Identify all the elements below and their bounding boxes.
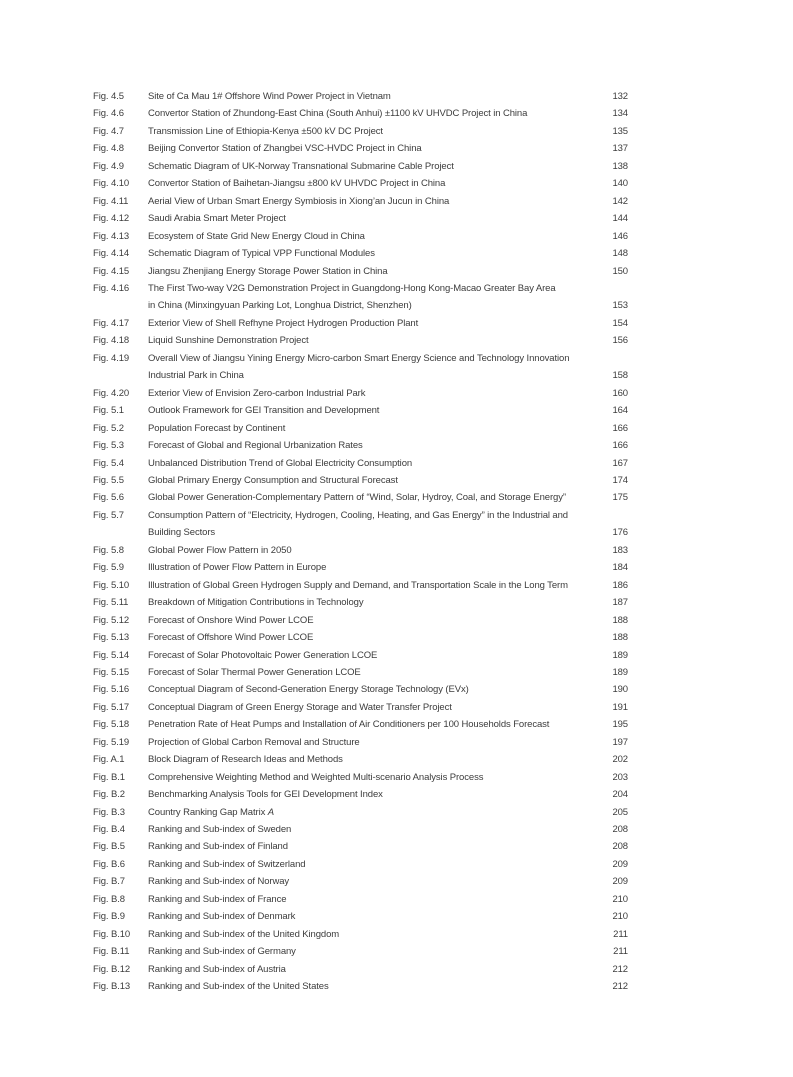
figure-title (148, 332, 594, 349)
page-number: 164 (612, 405, 628, 417)
page-number: 146 (612, 230, 628, 242)
figure-title (148, 821, 594, 838)
figure-title (148, 280, 594, 315)
figure-label: Fig. B.9 (93, 911, 125, 923)
figure-title-line: Ranking and Sub-index of Denmark (148, 911, 296, 923)
figure-row (93, 821, 628, 838)
page-number: 132 (612, 91, 628, 102)
figure-list (93, 88, 628, 996)
figure-label: Fig. B.3 (93, 806, 125, 818)
figure-label: Fig. 5.16 (93, 684, 130, 696)
figure-title (148, 943, 594, 960)
figure-row (93, 455, 628, 472)
figure-label: Fig. 5.11 (93, 597, 129, 609)
figure-label: Fig. 5.5 (93, 474, 124, 486)
figure-label: Fig. 4.18 (93, 335, 130, 347)
figure-title-line: Benchmarking Analysis Tools for GEI Development Index (148, 789, 383, 801)
figure-label: Fig. 4.12 (93, 213, 130, 225)
figure-label: Fig. 5.10 (93, 579, 130, 591)
figure-title (148, 489, 594, 506)
page-number: 186 (612, 579, 628, 591)
figure-title-line: Forecast of Global and Regional Urbanization Rates (148, 440, 363, 452)
page-number: 209 (612, 858, 628, 870)
figure-row (93, 978, 628, 995)
figure-row (93, 437, 628, 454)
page-number: 210 (612, 893, 628, 905)
figure-title-line: Aerial View of Urban Smart Energy Symbiosis in Xiong’an Jucun in China (148, 195, 450, 207)
figure-row (93, 856, 628, 873)
figure-title-line: Jiangsu Zhenjiang Energy Storage Power Station in China (148, 265, 388, 277)
figure-row (93, 891, 628, 908)
page-number: 195 (612, 719, 628, 731)
italic-symbol: A (267, 806, 275, 818)
figure-label: Fig. 5.18 (93, 719, 130, 731)
figure-label: Fig. B.2 (93, 789, 125, 801)
figure-title (148, 105, 594, 122)
figure-title (148, 716, 594, 733)
page-number: 156 (612, 335, 628, 347)
figure-title-line: Conceptual Diagram of Green Energy Storage and Water Transfer Project (148, 701, 452, 713)
figure-label: Fig. 4.8 (93, 143, 124, 155)
figure-title (148, 838, 594, 855)
figure-row (93, 123, 628, 140)
figure-title-line: Outlook Framework for GEI Transition and Development (148, 405, 380, 417)
figure-title-line: Ranking and Sub-index of Sweden (148, 824, 292, 836)
figure-title-line: Convertor Station of Baihetan-Jiangsu ±800 kV UHVDC Project in China (148, 178, 446, 190)
page-number: 202 (612, 754, 628, 766)
figure-title-line: Transmission Line of Ethiopia-Kenya ±500 kV DC Project (148, 125, 383, 137)
figure-label: Fig. 5.15 (93, 666, 130, 678)
figure-row (93, 193, 628, 210)
figure-title (148, 961, 594, 978)
figure-label: Fig. 5.1 (93, 405, 124, 417)
figure-title (148, 926, 594, 943)
figure-row (93, 804, 628, 821)
figure-row (93, 280, 628, 315)
figure-label: Fig. 4.14 (93, 248, 130, 260)
figure-title (148, 577, 594, 594)
figure-title (148, 158, 594, 175)
figure-title-line: Ranking and Sub-index of France (148, 893, 287, 905)
page-number: 142 (612, 195, 628, 207)
figure-row (93, 873, 628, 890)
figure-title-line: Site of Ca Mau 1# Offshore Wind Power Project in Vietnam (148, 91, 391, 102)
figure-title (148, 978, 594, 995)
figure-row (93, 838, 628, 855)
figure-title (148, 193, 594, 210)
figure-title-line: Penetration Rate of Heat Pumps and Installation of Air Conditioners per 100 Households Forecast (148, 719, 550, 731)
page-number: 176 (612, 527, 628, 539)
page-number: 203 (612, 771, 628, 783)
figure-title (148, 629, 594, 646)
figure-label: Fig. 4.6 (93, 108, 124, 120)
page-number: 134 (612, 108, 628, 120)
figure-row (93, 105, 628, 122)
figure-title-line: Industrial Park in China (148, 370, 244, 382)
figure-title-line: Exterior View of Envision Zero-carbon Industrial Park (148, 387, 366, 399)
figure-row (93, 647, 628, 664)
figure-row (93, 664, 628, 681)
page-number: 208 (612, 841, 628, 853)
figure-title (148, 140, 594, 157)
figure-title-line: Consumption Pattern of “Electricity, Hydrogen, Cooling, Heating, and Gas Energy” in the Industrial and (148, 509, 568, 521)
page-number: 189 (612, 666, 628, 678)
figure-title-line: Forecast of Solar Thermal Power Generation LCOE (148, 666, 361, 678)
figure-title (148, 542, 594, 559)
figure-title (148, 88, 594, 105)
page-number: 204 (612, 789, 628, 801)
figure-label: Fig. B.1 (93, 771, 125, 783)
figure-row (93, 210, 628, 227)
page-number: 188 (612, 632, 628, 644)
page-number: 153 (612, 300, 628, 312)
figure-title (148, 734, 594, 751)
figure-title-line: Ranking and Sub-index of Norway (148, 876, 290, 888)
page-number: 189 (612, 649, 628, 661)
figure-label: Fig. 5.9 (93, 562, 124, 574)
figure-title-line: Forecast of Onshore Wind Power LCOE (148, 614, 314, 626)
figure-row (93, 751, 628, 768)
figure-label: Fig. B.10 (93, 928, 131, 940)
figure-title-line: Ranking and Sub-index of Austria (148, 963, 286, 975)
figure-title (148, 664, 594, 681)
figure-title (148, 402, 594, 419)
page-number: 175 (612, 492, 628, 504)
figure-label: Fig. 4.16 (93, 282, 130, 294)
page-number: 167 (612, 457, 628, 469)
figure-title-line: Breakdown of Mitigation Contributions in Technology (148, 597, 364, 609)
page-number: 148 (612, 248, 628, 260)
figure-title (148, 873, 594, 890)
figure-title-line: Unbalanced Distribution Trend of Global Electricity Consumption (148, 457, 413, 469)
figure-row (93, 350, 628, 385)
figure-title-line: Overall View of Jiangsu Yining Energy Micro-carbon Smart Energy Science and Technology Innovation (148, 352, 570, 364)
figure-label: Fig. 5.2 (93, 422, 124, 434)
figure-label: Fig. 4.9 (93, 160, 124, 172)
figure-row (93, 245, 628, 262)
page-number: 144 (612, 213, 628, 225)
figure-title (148, 804, 594, 821)
figure-title-line: Exterior View of Shell Refhyne Project Hydrogen Production Plant (148, 317, 419, 329)
figure-row (93, 577, 628, 594)
figure-row (93, 908, 628, 925)
page-number: 188 (612, 614, 628, 626)
figure-title-line: Ecosystem of State Grid New Energy Cloud in China (148, 230, 365, 242)
page-number: 135 (612, 125, 628, 137)
figure-row (93, 786, 628, 803)
page-number: 138 (612, 160, 628, 172)
page-number: 154 (612, 317, 628, 329)
figure-label: Fig. 4.10 (93, 178, 130, 190)
figure-title-line: Forecast of Solar Photovoltaic Power Generation LCOE (148, 649, 378, 661)
figure-label: Fig. B.13 (93, 981, 131, 993)
figure-row (93, 385, 628, 402)
figure-title (148, 769, 594, 786)
figure-label: Fig. A.1 (93, 754, 125, 766)
page-number: 166 (612, 440, 628, 452)
figure-title (148, 856, 594, 873)
figure-row (93, 315, 628, 332)
page-number: 191 (612, 701, 628, 713)
figure-title (148, 594, 594, 611)
figure-title (148, 472, 594, 489)
figure-label: Fig. 5.3 (93, 440, 124, 452)
figure-title (148, 228, 594, 245)
figure-title-line: Schematic Diagram of UK-Norway Transnational Submarine Cable Project (148, 160, 454, 172)
figure-title (148, 699, 594, 716)
figure-row (93, 699, 628, 716)
page-number: 137 (612, 143, 628, 155)
figure-title-line: Conceptual Diagram of Second-Generation Energy Storage Technology (EVx) (148, 684, 469, 696)
figure-row (93, 734, 628, 751)
figure-row (93, 943, 628, 960)
figure-title (148, 210, 594, 227)
page-number: 183 (612, 544, 628, 556)
figure-label: Fig. 4.20 (93, 387, 130, 399)
page-number: 211 (613, 946, 628, 958)
figure-label: Fig. B.12 (93, 963, 131, 975)
figure-title (148, 455, 594, 472)
figure-title (148, 263, 594, 280)
figure-row (93, 402, 628, 419)
figure-row (93, 158, 628, 175)
figure-title-line: The First Two-way V2G Demonstration Project in Guangdong-Hong Kong-Macao Greater Bay Area (148, 282, 556, 294)
figure-title (148, 507, 594, 542)
figure-label: Fig. 5.8 (93, 544, 124, 556)
page-number: 208 (612, 824, 628, 836)
figure-title-line: Schematic Diagram of Typical VPP Functional Modules (148, 248, 375, 260)
figure-title-line: in China (Minxingyuan Parking Lot, Longhua District, Shenzhen) (148, 300, 412, 312)
figure-label: Fig. 4.19 (93, 352, 130, 364)
figure-label: Fig. B.4 (93, 824, 125, 836)
figure-label: Fig. 5.14 (93, 649, 130, 661)
figure-row (93, 228, 628, 245)
page-number: 160 (612, 387, 628, 399)
figure-label: Fig. 5.7 (93, 509, 124, 521)
figure-title-line: Convertor Station of Zhundong-East China (South Anhui) ±1100 kV UHVDC Project in China (148, 108, 528, 120)
page-number: 212 (612, 981, 628, 993)
figure-title-line: Global Power Flow Pattern in 2050 (148, 544, 292, 556)
figure-title (148, 647, 594, 664)
figure-title (148, 175, 594, 192)
figure-title-line: Forecast of Offshore Wind Power LCOE (148, 632, 314, 644)
figure-row (93, 629, 628, 646)
figure-row (93, 681, 628, 698)
figure-title-line: Liquid Sunshine Demonstration Project (148, 335, 309, 347)
figure-row (93, 542, 628, 559)
figure-label: Fig. 5.4 (93, 457, 124, 469)
figure-title (148, 908, 594, 925)
figure-title-line: Global Primary Energy Consumption and Structural Forecast (148, 474, 398, 486)
figure-label: Fig. 4.17 (93, 317, 130, 329)
figure-label: Fig. B.5 (93, 841, 125, 853)
figure-title-line: Country Ranking Gap Matrix A (148, 806, 275, 818)
figure-title (148, 612, 594, 629)
figure-title (148, 385, 594, 402)
figure-label: Fig. B.7 (93, 876, 125, 888)
figure-title-line: Illustration of Power Flow Pattern in Europe (148, 562, 327, 574)
figure-title-line: Block Diagram of Research Ideas and Methods (148, 754, 343, 766)
figure-title-line: Population Forecast by Continent (148, 422, 286, 434)
figure-row (93, 472, 628, 489)
figure-title-line: Saudi Arabia Smart Meter Project (148, 213, 286, 225)
page-number: 187 (612, 597, 628, 609)
figure-row (93, 420, 628, 437)
figure-row (93, 263, 628, 280)
figure-title-line: Ranking and Sub-index of Germany (148, 946, 296, 958)
page-number: 210 (612, 911, 628, 923)
page-number: 209 (612, 876, 628, 888)
figure-title (148, 245, 594, 262)
figure-title (148, 559, 594, 576)
figure-title (148, 123, 594, 140)
figure-title-line: Beijing Convertor Station of Zhangbei VSC-HVDC Project in China (148, 143, 422, 155)
figure-row (93, 961, 628, 978)
figure-row (93, 507, 628, 542)
page-number: 184 (612, 562, 628, 574)
page-number: 150 (612, 265, 628, 277)
page-number: 190 (612, 684, 628, 696)
figure-label: Fig. B.6 (93, 858, 125, 870)
page-number: 174 (612, 474, 628, 486)
figure-title-line: Global Power Generation-Complementary Pattern of “Wind, Solar, Hydroy, Coal, and Storage Energy” (148, 492, 566, 504)
figure-title-line: Illustration of Global Green Hydrogen Supply and Demand, and Transportation Scale in the Long Term (148, 579, 568, 591)
figure-row (93, 175, 628, 192)
page-number: 166 (612, 422, 628, 434)
figure-title (148, 420, 594, 437)
figure-row (93, 594, 628, 611)
page-number: 158 (612, 370, 628, 382)
figure-title (148, 786, 594, 803)
figure-label: Fig. 4.5 (93, 91, 124, 102)
figure-row (93, 140, 628, 157)
figure-label: Fig. B.8 (93, 893, 125, 905)
figure-title-line: Projection of Global Carbon Removal and Structure (148, 736, 360, 748)
figure-label: Fig. B.11 (93, 946, 130, 958)
figure-label: Fig. 4.15 (93, 265, 130, 277)
figure-title-line: Ranking and Sub-index of the United Kingdom (148, 928, 340, 940)
figure-title-line: Ranking and Sub-index of Finland (148, 841, 288, 853)
figure-title-line: Comprehensive Weighting Method and Weighted Multi-scenario Analysis Process (148, 771, 484, 783)
figure-row (93, 716, 628, 733)
figure-label: Fig. 4.13 (93, 230, 130, 242)
figure-label: Fig. 5.12 (93, 614, 130, 626)
figure-title-line: Ranking and Sub-index of the United States (148, 981, 329, 993)
figure-title (148, 350, 594, 385)
page-number: 211 (613, 928, 628, 940)
figure-row (93, 332, 628, 349)
figure-title (148, 315, 594, 332)
figure-row (93, 559, 628, 576)
figure-title (148, 681, 594, 698)
figure-title (148, 891, 594, 908)
figure-row (93, 88, 628, 105)
figure-title (148, 751, 594, 768)
figure-label: Fig. 5.6 (93, 492, 124, 504)
figure-title-line: Ranking and Sub-index of Switzerland (148, 858, 306, 870)
page-number: 205 (612, 806, 628, 818)
figure-title-line: Building Sectors (148, 527, 216, 539)
page-number: 212 (612, 963, 628, 975)
figure-label: Fig. 5.19 (93, 736, 130, 748)
figure-label: Fig. 5.13 (93, 632, 130, 644)
page-number: 140 (612, 178, 628, 190)
figure-row (93, 612, 628, 629)
page-number: 197 (612, 736, 628, 748)
figure-label: Fig. 4.11 (93, 195, 129, 207)
figure-row (93, 769, 628, 786)
figure-row (93, 926, 628, 943)
figure-label: Fig. 5.17 (93, 701, 130, 713)
figure-label: Fig. 4.7 (93, 125, 124, 137)
figure-row (93, 489, 628, 506)
figure-title (148, 437, 594, 454)
